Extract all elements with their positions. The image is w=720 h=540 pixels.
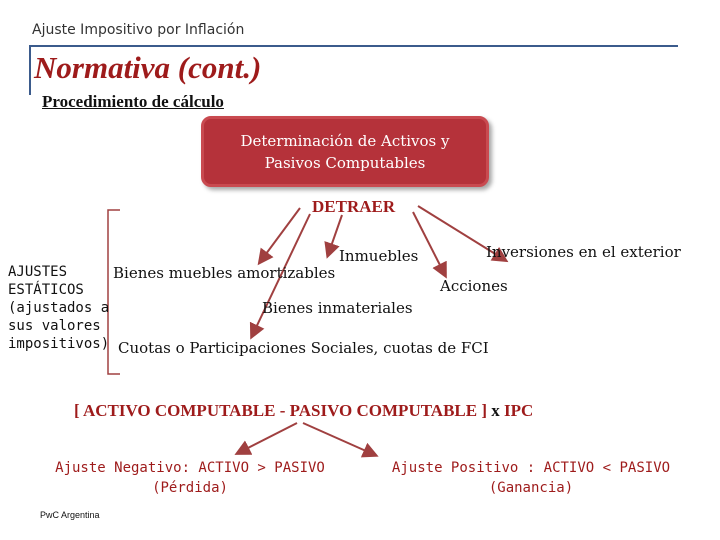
- item-acciones: Acciones: [440, 277, 508, 295]
- arrow-to-ajuste-negativo: [238, 423, 297, 453]
- ajustes-line-2: ESTÁTICOS: [8, 282, 84, 298]
- item-cuotas: Cuotas o Participaciones Sociales, cuotas de FCI: [118, 339, 489, 357]
- arrow-to-bienes-muebles: [260, 208, 300, 262]
- ajuste-positivo-line1: Ajuste Positivo : ACTIVO < PASIVO: [391, 460, 671, 476]
- footer-brand: PwC Argentina: [40, 510, 100, 520]
- formula-x: x: [491, 401, 500, 420]
- header-text: Ajuste Impositivo por Inflación: [32, 22, 245, 38]
- detraer-label: DETRAER: [312, 197, 396, 216]
- item-bienes-muebles: Bienes muebles amortizables: [113, 264, 336, 282]
- arrow-to-ajuste-positivo: [303, 423, 375, 455]
- determinacion-box-text: Determinación de Activos y Pasivos Computables: [240, 131, 450, 172]
- formula: [74, 401, 533, 421]
- ajuste-positivo: [386, 458, 676, 498]
- ajustes-line-1: AJUSTES: [8, 264, 68, 280]
- formula-main: [ ACTIVO COMPUTABLE - PASIVO COMPUTABLE ]: [74, 401, 487, 420]
- ajuste-positivo-line2: (Ganancia): [488, 480, 574, 496]
- formula-ipc: IPC: [504, 401, 534, 420]
- ajustes-line-4: sus valores: [8, 318, 101, 334]
- ajustes-line-3: (ajustados a: [8, 300, 110, 316]
- header-rule-vertical: [29, 45, 31, 95]
- section-subtitle: Procedimiento de cálculo: [42, 92, 224, 111]
- item-bienes-inmateriales: Bienes inmateriales: [262, 299, 413, 317]
- page-title: Normativa (cont.): [34, 50, 262, 85]
- ajuste-negativo: [44, 458, 336, 498]
- ajuste-negativo-line1: Ajuste Negativo: ACTIVO > PASIVO: [55, 460, 325, 476]
- ajustes-estaticos-label: [8, 263, 109, 353]
- determinacion-box: [201, 116, 489, 187]
- header-rule: [29, 45, 678, 47]
- ajuste-negativo-line2: (Pérdida): [152, 480, 228, 496]
- arrow-to-acciones: [413, 212, 445, 275]
- item-inversiones: Inversiones en el exterior: [486, 243, 681, 261]
- item-inmuebles: Inmuebles: [339, 247, 419, 265]
- ajustes-line-5: impositivos): [8, 336, 110, 352]
